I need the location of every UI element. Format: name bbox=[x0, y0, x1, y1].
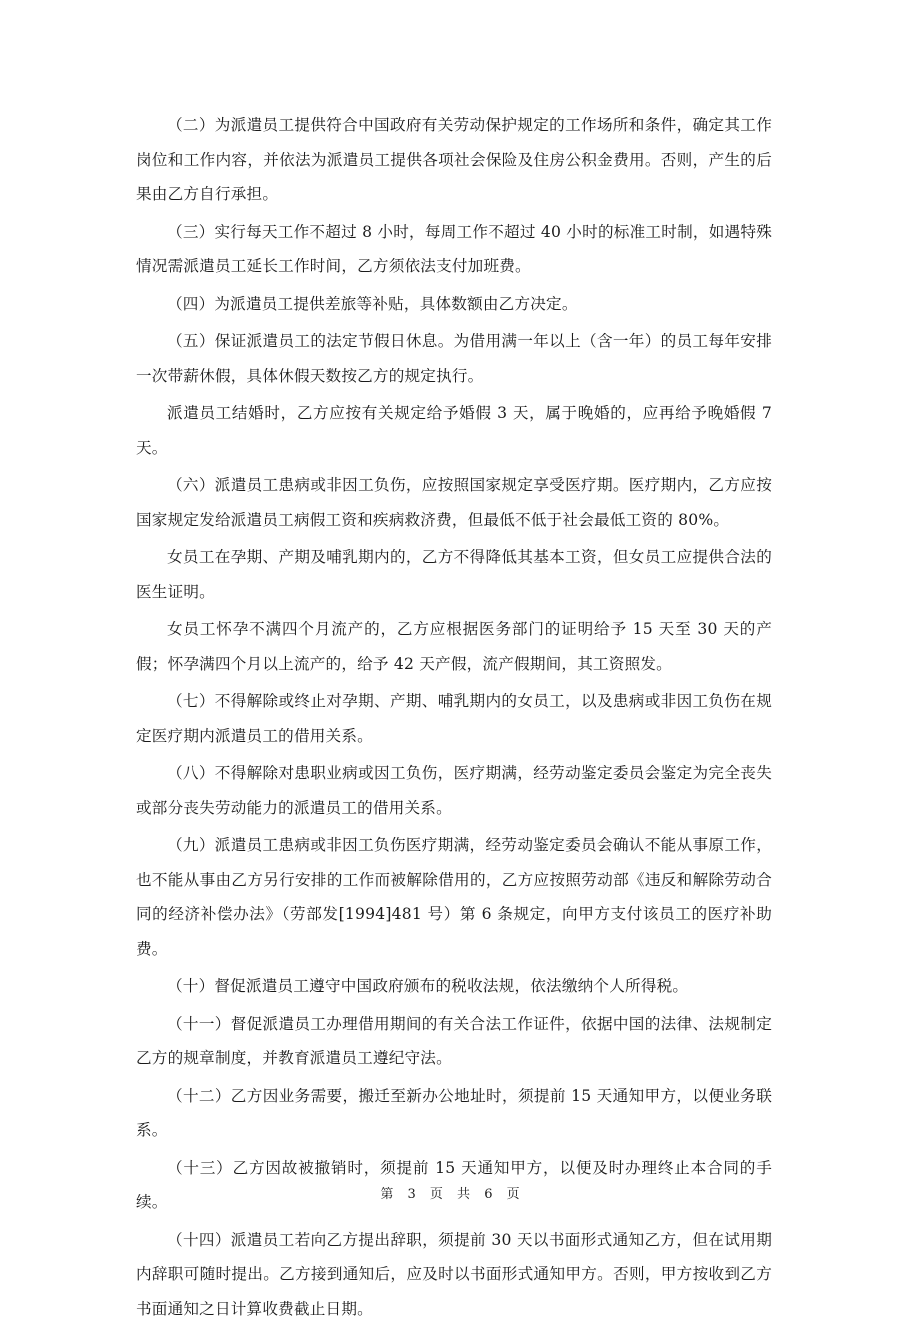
paragraph-clause-5: （五）保证派遣员工的法定节假日休息。为借用满一年以上（含一年）的员工每年安排一次带薪休假，具体休假天数按乙方的规定执行。 bbox=[136, 332, 772, 385]
paragraph-miscarriage-leave: 女员工怀孕不满四个月流产的，乙方应根据医务部门的证明给予 15 天至 30 天的产假；怀孕满四个月以上流产的，给予 42 天产假，流产假期间，其工资照发。 bbox=[136, 620, 772, 673]
paragraph-clause-8: （八）不得解除对患职业病或因工负伤，医疗期满，经劳动鉴定委员会鉴定为完全丧失或部分丧失劳动能力的派遣员工的借用关系。 bbox=[136, 764, 772, 817]
paragraph-clause-7: （七）不得解除或终止对孕期、产期、哺乳期内的女员工，以及患病或非因工负伤在规定医疗期内派遣员工的借用关系。 bbox=[136, 692, 772, 745]
page-number-footer: 第 3 页 共 6 页 bbox=[380, 1187, 525, 1202]
paragraph-clause-10: （十）督促派遣员工遵守中国政府颁布的税收法规，依法缴纳个人所得税。 bbox=[167, 977, 689, 995]
paragraph-clause-3: （三）实行每天工作不超过 8 小时，每周工作不超过 40 小时的标准工时制，如遇特殊情况需派遣员工延长工作时间，乙方须依法支付加班费。 bbox=[136, 222, 772, 275]
paragraph-clause-4: （四）为派遣员工提供差旅等补贴，具体数额由乙方决定。 bbox=[167, 294, 578, 313]
paragraph-marriage-leave: 派遣员工结婚时，乙方应按有关规定给予婚假 3 天，属于晚婚的，应再给予晚婚假 7 天。 bbox=[136, 404, 772, 457]
paragraph-clause-9: （九）派遣员工患病或非因工负伤医疗期满，经劳动鉴定委员会确认不能从事原工作，也不能从事由乙方另行安排的工作而被解除借用的，乙方应按照劳动部《违反和解除劳动合同的经济补偿办法》（劳部发[1994]481 号）第 6 条规定，向甲方支付该员工的医疗补助费。 bbox=[136, 836, 772, 958]
paragraph-clause-14: （十四）派遣员工若向乙方提出辞职，须提前 30 天以书面形式通知乙方，但在试用期内辞职可随时提出。乙方接到通知后，应及时以书面形式通知甲方。否则，甲方按收到乙方书面通知之日计算收费截止日期。 bbox=[136, 1230, 772, 1318]
document-body bbox=[136, 108, 772, 1329]
paragraph-clause-11: （十一）督促派遣员工办理借用期间的有关合法工作证件，依据中国的法律、法规制定乙方的规章制度，并教育派遣员工遵纪守法。 bbox=[136, 1014, 772, 1067]
paragraph-clause-2: （二）为派遣员工提供符合中国政府有关劳动保护规定的工作场所和条件，确定其工作岗位和工作内容，并依法为派遣员工提供各项社会保险及住房公积金费用。否则，产生的后果由乙方自行承担。 bbox=[136, 116, 772, 203]
paragraph-clause-12: （十二）乙方因业务需要，搬迁至新办公地址时，须提前 15 天通知甲方，以便业务联系。 bbox=[136, 1086, 772, 1139]
paragraph-clause-6: （六）派遣员工患病或非因工负伤，应按照国家规定享受医疗期。医疗期内，乙方应按国家规定发给派遣员工病假工资和疾病救济费，但最低不低于社会最低工资的 80%。 bbox=[136, 476, 772, 529]
paragraph-clause-13: （十三）乙方因故被撤销时，须提前 15 天通知甲方，以便及时办理终止本合同的手续。 bbox=[136, 1158, 772, 1211]
paragraph-pregnancy-wages: 女员工在孕期、产期及哺乳期内的，乙方不得降低其基本工资，但女员工应提供合法的医生证明。 bbox=[136, 548, 772, 601]
